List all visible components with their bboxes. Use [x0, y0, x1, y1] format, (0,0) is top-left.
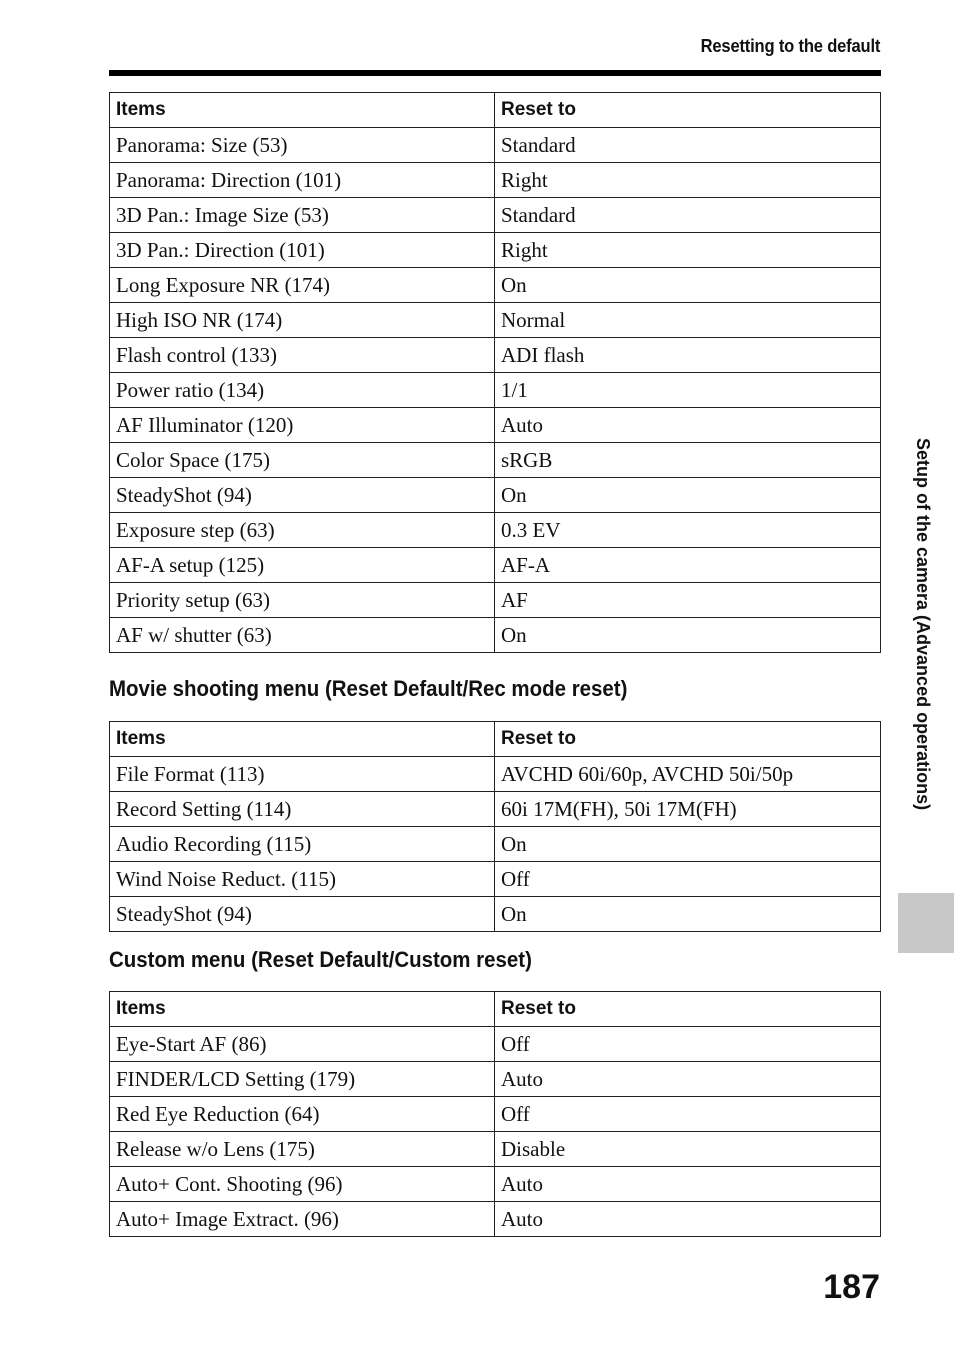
- item-cell: Long Exposure NR (174): [110, 268, 495, 303]
- item-cell: High ISO NR (174): [110, 303, 495, 338]
- item-cell: AF-A setup (125): [110, 548, 495, 583]
- reset-value-cell: On: [495, 618, 881, 653]
- item-cell: Panorama: Size (53): [110, 128, 495, 163]
- reset-value-cell: AF-A: [495, 548, 881, 583]
- table-row: [110, 233, 881, 268]
- item-cell: Auto+ Cont. Shooting (96): [110, 1167, 495, 1202]
- shooting-settings-table: [109, 92, 881, 653]
- side-section-label: Setup of the camera (Advanced operations): [913, 438, 933, 811]
- table-row: [110, 548, 881, 583]
- side-section-tab: [898, 893, 954, 953]
- column-header-items: Items: [110, 93, 495, 128]
- table-row: [110, 443, 881, 478]
- table-row: [110, 513, 881, 548]
- table-row: [110, 1097, 881, 1132]
- reset-value-cell: Normal: [495, 303, 881, 338]
- item-cell: FINDER/LCD Setting (179): [110, 1062, 495, 1097]
- reset-value-cell: Off: [495, 1097, 881, 1132]
- reset-value-cell: Standard: [495, 128, 881, 163]
- item-cell: Auto+ Image Extract. (96): [110, 1202, 495, 1237]
- page-header-title: Resetting to the default: [700, 36, 880, 56]
- header-rule: [109, 70, 881, 76]
- table-row: [110, 897, 881, 932]
- reset-value-cell: Auto: [495, 1202, 881, 1237]
- item-cell: 3D Pan.: Image Size (53): [110, 198, 495, 233]
- reset-value-cell: On: [495, 478, 881, 513]
- item-cell: Power ratio (134): [110, 373, 495, 408]
- page-number: 187: [823, 1268, 880, 1306]
- table-header-row: [110, 722, 881, 757]
- table-row: [110, 757, 881, 792]
- item-cell: Priority setup (63): [110, 583, 495, 618]
- table-row: [110, 163, 881, 198]
- reset-value-cell: Auto: [495, 1062, 881, 1097]
- table-header-row: [110, 93, 881, 128]
- section-heading-custom-menu: Custom menu (Reset Default/Custom reset): [109, 947, 532, 972]
- item-cell: SteadyShot (94): [110, 478, 495, 513]
- reset-value-cell: 60i 17M(FH), 50i 17M(FH): [495, 792, 881, 827]
- column-header-reset-to: Reset to: [495, 722, 881, 757]
- table-row: [110, 373, 881, 408]
- item-cell: Release w/o Lens (175): [110, 1132, 495, 1167]
- item-cell: SteadyShot (94): [110, 897, 495, 932]
- table-row: [110, 268, 881, 303]
- table-row: [110, 303, 881, 338]
- table-header-row: [110, 992, 881, 1027]
- reset-value-cell: On: [495, 827, 881, 862]
- table-row: [110, 1132, 881, 1167]
- reset-value-cell: Standard: [495, 198, 881, 233]
- item-cell: Flash control (133): [110, 338, 495, 373]
- item-cell: Red Eye Reduction (64): [110, 1097, 495, 1132]
- custom-menu-table: [109, 991, 881, 1237]
- table-row: [110, 1027, 881, 1062]
- item-cell: Wind Noise Reduct. (115): [110, 862, 495, 897]
- item-cell: Eye-Start AF (86): [110, 1027, 495, 1062]
- table-row: [110, 338, 881, 373]
- reset-value-cell: sRGB: [495, 443, 881, 478]
- reset-value-cell: AF: [495, 583, 881, 618]
- reset-value-cell: 1/1: [495, 373, 881, 408]
- reset-value-cell: Off: [495, 1027, 881, 1062]
- column-header-items: Items: [110, 992, 495, 1027]
- item-cell: 3D Pan.: Direction (101): [110, 233, 495, 268]
- table-row: [110, 792, 881, 827]
- item-cell: Record Setting (114): [110, 792, 495, 827]
- item-cell: AF Illuminator (120): [110, 408, 495, 443]
- column-header-items: Items: [110, 722, 495, 757]
- table-row: [110, 618, 881, 653]
- section-heading-movie-shooting-menu: Movie shooting menu (Reset Default/Rec mode reset): [109, 676, 628, 701]
- column-header-reset-to: Reset to: [495, 992, 881, 1027]
- reset-value-cell: Right: [495, 233, 881, 268]
- reset-value-cell: Disable: [495, 1132, 881, 1167]
- table-row: [110, 128, 881, 163]
- table-row: [110, 408, 881, 443]
- table-row: [110, 827, 881, 862]
- item-cell: Audio Recording (115): [110, 827, 495, 862]
- reset-value-cell: 0.3 EV: [495, 513, 881, 548]
- reset-value-cell: Right: [495, 163, 881, 198]
- table-row: [110, 583, 881, 618]
- item-cell: File Format (113): [110, 757, 495, 792]
- item-cell: Exposure step (63): [110, 513, 495, 548]
- item-cell: Color Space (175): [110, 443, 495, 478]
- table-row: [110, 198, 881, 233]
- reset-value-cell: On: [495, 268, 881, 303]
- table-row: [110, 478, 881, 513]
- table-row: [110, 862, 881, 897]
- movie-shooting-menu-table: [109, 721, 881, 932]
- item-cell: AF w/ shutter (63): [110, 618, 495, 653]
- reset-value-cell: ADI flash: [495, 338, 881, 373]
- table-row: [110, 1202, 881, 1237]
- reset-value-cell: Auto: [495, 1167, 881, 1202]
- reset-value-cell: Auto: [495, 408, 881, 443]
- item-cell: Panorama: Direction (101): [110, 163, 495, 198]
- table-row: [110, 1062, 881, 1097]
- table-row: [110, 1167, 881, 1202]
- reset-value-cell: AVCHD 60i/60p, AVCHD 50i/50p: [495, 757, 881, 792]
- column-header-reset-to: Reset to: [495, 93, 881, 128]
- reset-value-cell: On: [495, 897, 881, 932]
- reset-value-cell: Off: [495, 862, 881, 897]
